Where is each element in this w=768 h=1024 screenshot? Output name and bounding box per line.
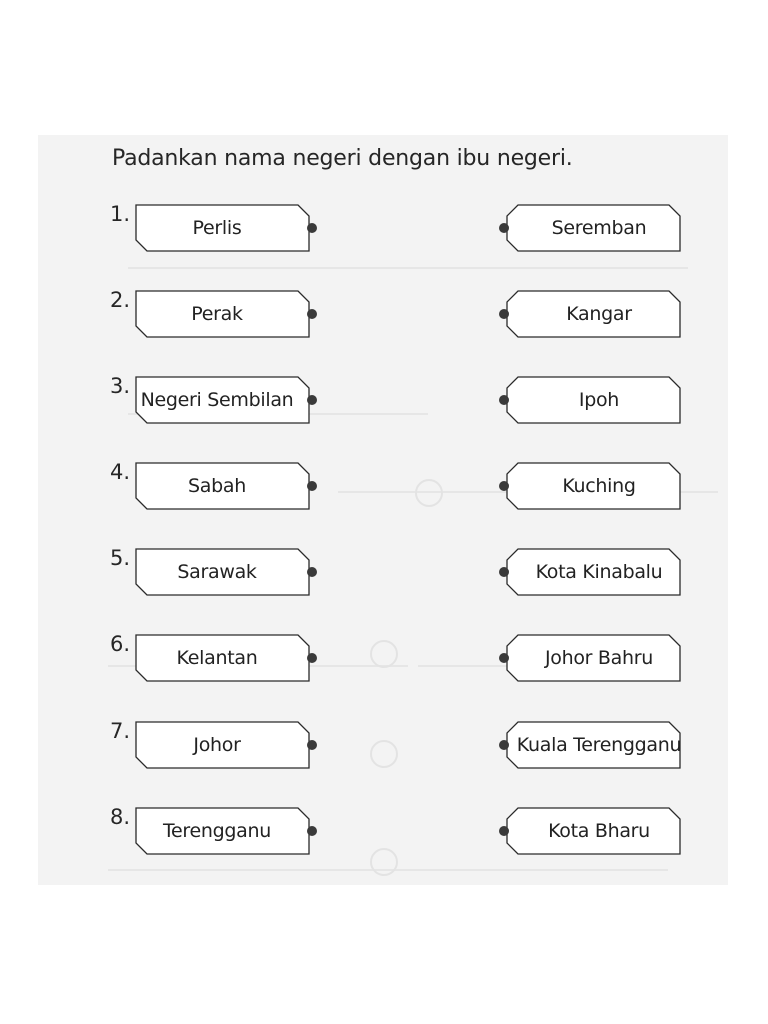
state-name: Sarawak (177, 561, 257, 583)
capital-tag[interactable] (504, 546, 686, 598)
state-name: Sabah (188, 475, 246, 497)
question-number: 8. (110, 805, 131, 829)
connector-dot[interactable] (499, 309, 509, 319)
capital-tag[interactable] (504, 288, 686, 340)
capital-tag[interactable] (504, 805, 686, 857)
capital-name: Kuching (562, 475, 636, 497)
state-name: Terengganu (162, 820, 272, 842)
state-name: Negeri Sembilan (140, 389, 294, 411)
connector-dot[interactable] (307, 740, 317, 750)
capital-tag[interactable] (504, 460, 686, 512)
question-number: 7. (110, 719, 131, 743)
capital-tag[interactable] (504, 632, 686, 684)
state-tag[interactable] (130, 632, 312, 684)
bleed-through-circle (415, 479, 443, 507)
capital-name: Kangar (566, 303, 632, 325)
connector-dot[interactable] (499, 395, 509, 405)
capital-name: Johor Bahru (544, 647, 654, 669)
state-name: Perak (191, 303, 243, 325)
state-tag[interactable] (130, 719, 312, 771)
question-number: 1. (110, 202, 131, 226)
question-number: 3. (110, 374, 131, 398)
state-tag[interactable] (130, 202, 312, 254)
question-number: 5. (110, 546, 131, 570)
state-name: Kelantan (176, 647, 258, 669)
capital-name: Seremban (551, 217, 647, 239)
capital-name: Ipoh (578, 389, 620, 411)
connector-dot[interactable] (307, 826, 317, 836)
connector-dot[interactable] (499, 223, 509, 233)
state-tag[interactable] (130, 805, 312, 857)
connector-dot[interactable] (307, 567, 317, 577)
state-tag[interactable] (130, 546, 312, 598)
connector-dot[interactable] (499, 653, 509, 663)
connector-dot[interactable] (307, 481, 317, 491)
capital-name: Kota Bharu (548, 820, 650, 842)
capital-tag[interactable] (504, 374, 686, 426)
bleed-through-circle (370, 640, 398, 668)
instruction-text: Padankan nama negeri dengan ibu negeri. (112, 146, 573, 171)
question-number: 4. (110, 460, 131, 484)
capital-name: Kota Kinabalu (535, 561, 663, 583)
capital-tag[interactable] (504, 719, 686, 771)
connector-dot[interactable] (499, 567, 509, 577)
state-name: Perlis (192, 217, 242, 239)
connector-dot[interactable] (499, 826, 509, 836)
connector-dot[interactable] (307, 223, 317, 233)
bleed-through-line (128, 267, 688, 269)
question-number: 2. (110, 288, 131, 312)
capital-name: Kuala Terengganu (516, 734, 682, 756)
connector-dot[interactable] (499, 481, 509, 491)
bleed-through-circle (370, 740, 398, 768)
state-tag[interactable] (130, 460, 312, 512)
state-tag[interactable] (130, 288, 312, 340)
connector-dot[interactable] (307, 395, 317, 405)
connector-dot[interactable] (499, 740, 509, 750)
state-tag[interactable] (130, 374, 312, 426)
state-name: Johor (193, 734, 241, 756)
bleed-through-circle (370, 848, 398, 876)
question-number: 6. (110, 632, 131, 656)
capital-tag[interactable] (504, 202, 686, 254)
connector-dot[interactable] (307, 653, 317, 663)
connector-dot[interactable] (307, 309, 317, 319)
